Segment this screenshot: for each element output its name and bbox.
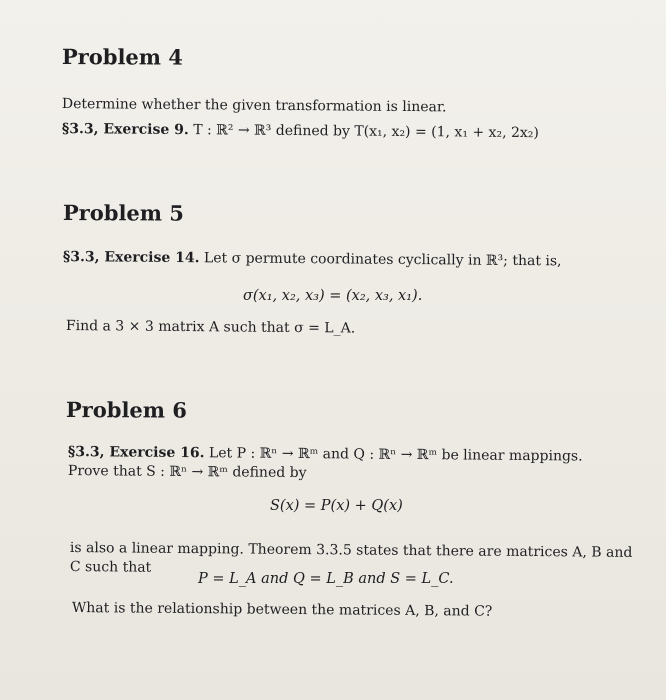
problem-6-formula-maps: P = L_A and Q = L_B and S = L_C.: [198, 571, 454, 587]
problem-6-prove: Prove that S : ℝⁿ → ℝᵐ defined by: [67, 463, 307, 482]
problem-4-heading: Problem 4: [61, 44, 184, 70]
problem-5-ref: §3.3, Exercise 14.: [62, 249, 200, 267]
problem-5-statement: Let σ permute coordinates cyclically in ℝ³; that is,: [203, 250, 562, 270]
problem-5-formula: σ(x₁, x₂, x₃) = (x₂, x₃, x₁).: [243, 288, 423, 304]
problem-5-heading: Problem 5: [62, 200, 185, 226]
problem-6-statement: Let P : ℝⁿ → ℝᵐ and Q : ℝⁿ → ℝᵐ be linear mappings.: [208, 445, 583, 465]
problem-4-intro: Determine whether the given transformation is linear.: [61, 96, 447, 116]
problem-4-exercise: [62, 121, 539, 141]
problem-5-question: Find a 3 × 3 matrix A such that σ = L_A.: [65, 318, 356, 337]
problem-6-heading: Problem 6: [65, 397, 188, 423]
problem-5-exercise: [63, 249, 562, 269]
problem-6-formula-sum: S(x) = P(x) + Q(x): [270, 498, 403, 514]
problem-6-ref: §3.3, Exercise 16.: [67, 444, 205, 462]
problem-6-exercise: [68, 444, 583, 464]
problem-6-question: What is the relationship between the matrices A, B, and C?: [71, 600, 493, 620]
problem-4-ref: §3.3, Exercise 9.: [61, 121, 189, 139]
problem-6-theorem: is also a linear mapping. Theorem 3.3.5 states that there are matrices A, B and: [69, 540, 633, 561]
problem-6-such-that: C such that: [69, 559, 152, 576]
problem-4-statement: T : ℝ² → ℝ³ defined by T(x₁, x₂) = (1, x₁ + x₂, 2x₂): [193, 122, 539, 142]
